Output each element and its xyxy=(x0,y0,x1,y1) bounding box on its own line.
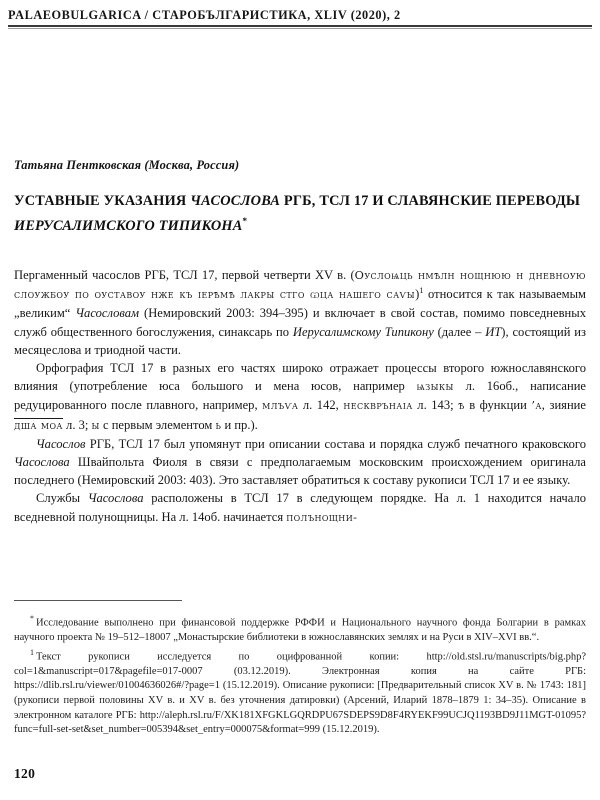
p2-text-a: Орфография ТСЛ 17 в разных его частях широко отражает процессы второго южнославянского влияния (употребление юса большого и мена юсов, например xyxy=(14,361,586,394)
title-italic-typikona: ИЕРУСАЛИМСКОГО ТИПИКОНА xyxy=(14,217,243,234)
p2-slavonic-1: ѩзыкы xyxy=(416,380,454,394)
p1-text-a: Пергаменный часослов РГБ, ТСЛ 17, первой четверти XV в. ( xyxy=(14,268,355,282)
p2-text-c: л. 142, xyxy=(298,398,344,413)
p2-text-f: , зияние xyxy=(541,398,586,413)
p1-italic-it: ИТ xyxy=(485,324,502,339)
p3-text-c: Швайпольта Фиоля в связи с предполагаемым московским происхождением оригинала последнего (Немировский 2003: 403). Это заставляет обратиться к составу рукописи ТСЛ 17 и ее языку. xyxy=(14,455,586,488)
footnote-one-marker: 1 xyxy=(30,647,34,657)
paragraph-1 xyxy=(14,266,586,359)
article-title xyxy=(14,192,586,236)
running-head-rule xyxy=(8,25,592,27)
title-part-2: РГБ, ТСЛ 17 И СЛАВЯНСКИЕ ПЕРЕВОДЫ xyxy=(280,193,581,209)
p2-slavonic-3: нескврънаıа xyxy=(343,399,413,413)
p4-slavonic-catchword: полънощни- xyxy=(286,510,358,524)
footnote-star-text: Исследование выполнено при финансовой поддержке РФФИ и Национального научного фонда Болгарии в рамках научного проекта № 19–512–18007 „Монастырские библиотеки в южнославянских землях и на Руси в XIV–XVI вв.“. xyxy=(14,617,586,644)
footnote-star xyxy=(14,612,586,646)
p2-text-d: л. 143; xyxy=(412,398,459,413)
p4-text-b: расположены в ТСЛ 17 в следующем порядке. На л. 1 находится начало вседневной полунощницы. На л. 14об. начинается xyxy=(14,491,586,524)
running-head-text: PALAEOBULGARICA / СТАРОБЪЛГАРИСТИКА, XLIV (2020), 2 xyxy=(8,8,401,22)
p4-italic-chasoslova: Часослова xyxy=(87,491,144,506)
author-line: Татьяна Пентковская (Москва, Россия) xyxy=(14,158,240,172)
article-body xyxy=(14,266,586,527)
p1-footnote-reference: 1 xyxy=(419,285,424,296)
p2-slavonic-2: млъѵа xyxy=(262,399,299,413)
p2-slavonic-5: ’а xyxy=(531,399,542,413)
p2-text-b: л. 16об., написание редуцированного после плавного, например, xyxy=(14,379,586,413)
running-head xyxy=(8,8,592,29)
p2-slavonic-6: дша моа xyxy=(14,418,63,432)
paragraph-2 xyxy=(14,359,586,435)
p2-text-i: и пр.). xyxy=(221,417,258,432)
p1-text-c: относится к так называемым „великим“ xyxy=(14,287,586,321)
p2-text-h: с первым элементом xyxy=(99,417,216,432)
p2-slavonic-4: ѣ xyxy=(458,399,465,413)
paragraph-4 xyxy=(14,489,586,526)
p2-text-g: л. 3; xyxy=(62,417,92,432)
title-part-1: УСТАВНЫЕ УКАЗАНИЯ xyxy=(14,193,191,209)
footnote-star-marker: * xyxy=(30,614,34,623)
p4-text-a: Службы xyxy=(36,491,88,506)
title-italic-chasoslova: ЧАСОСЛОВА xyxy=(190,193,281,209)
p1-text-e: (далее – xyxy=(433,324,486,339)
p1-italic-chasoslovam: Часословам xyxy=(75,306,140,321)
running-head-rule-thin xyxy=(8,28,592,29)
footnote-one-text: Текст рукописи исследуется по оцифрованной копии: http://old.stsl.ru/manuscripts/big.php?col=1&manuscript=017&pagefile=017-0007 (03.12.2019). Электронная копия на сайте РГБ: https://dlib.rsl.ru/viewer/01004636026#/?page=1 (15.12.2019). Описание рукописи: [Предварительный список XV в. № 1743: 181] (рукописи первой половины XV в. и XV в. без уточнения датировки) (Арсений, Иларий 1878–1879 1: 34–35). Описание в электронном каталоге РГБ: http://aleph.rsl.ru/F/XK181XFGKLGQRDPU67SDEPS9D8F4RYEKF99UCJQ1193BD9J11MGT-01095?func=full-set-set&set_number=005394&set_entry=000075&format=999 (15.12.2019). xyxy=(14,651,586,736)
footnote-separator xyxy=(14,600,182,601)
footnote-one xyxy=(14,646,586,738)
p1-italic-typikonu: Иерусалимскому Типикону xyxy=(292,324,434,339)
paragraph-3 xyxy=(14,435,586,490)
p1-text-f: ), состоящий из месяцеслова и триодной части. xyxy=(14,324,586,357)
p2-slavonic-7: ы xyxy=(91,418,100,432)
p3-italic-chasoslov: Часослов xyxy=(36,436,86,451)
p2-text-e: в функции xyxy=(464,398,532,413)
p1-slavonic-quote: Оуслоѩць нмѣлн нощнюю н дневноую слоужбоу по оуставоу нже къ іерѣмѣ лакры стго ѡца нашего саѵы xyxy=(14,269,586,302)
p2-slavonic-8: ь xyxy=(215,418,222,432)
footnotes-block xyxy=(14,612,586,738)
title-footnote-marker: * xyxy=(242,215,248,226)
p3-text-b: РГБ, ТСЛ 17 был упомянут при описании состава и порядка служб печатного краковского xyxy=(85,436,586,451)
p1-text-d: (Немировский 2003: 394–395) и включает в свой состав, помимо повседневных служб общественного богослужения, синаксарь по xyxy=(14,306,586,339)
page-number: 120 xyxy=(14,766,36,781)
p3-italic-chasoslova: Часослова xyxy=(14,455,70,470)
p1-text-b: ) xyxy=(415,287,420,302)
